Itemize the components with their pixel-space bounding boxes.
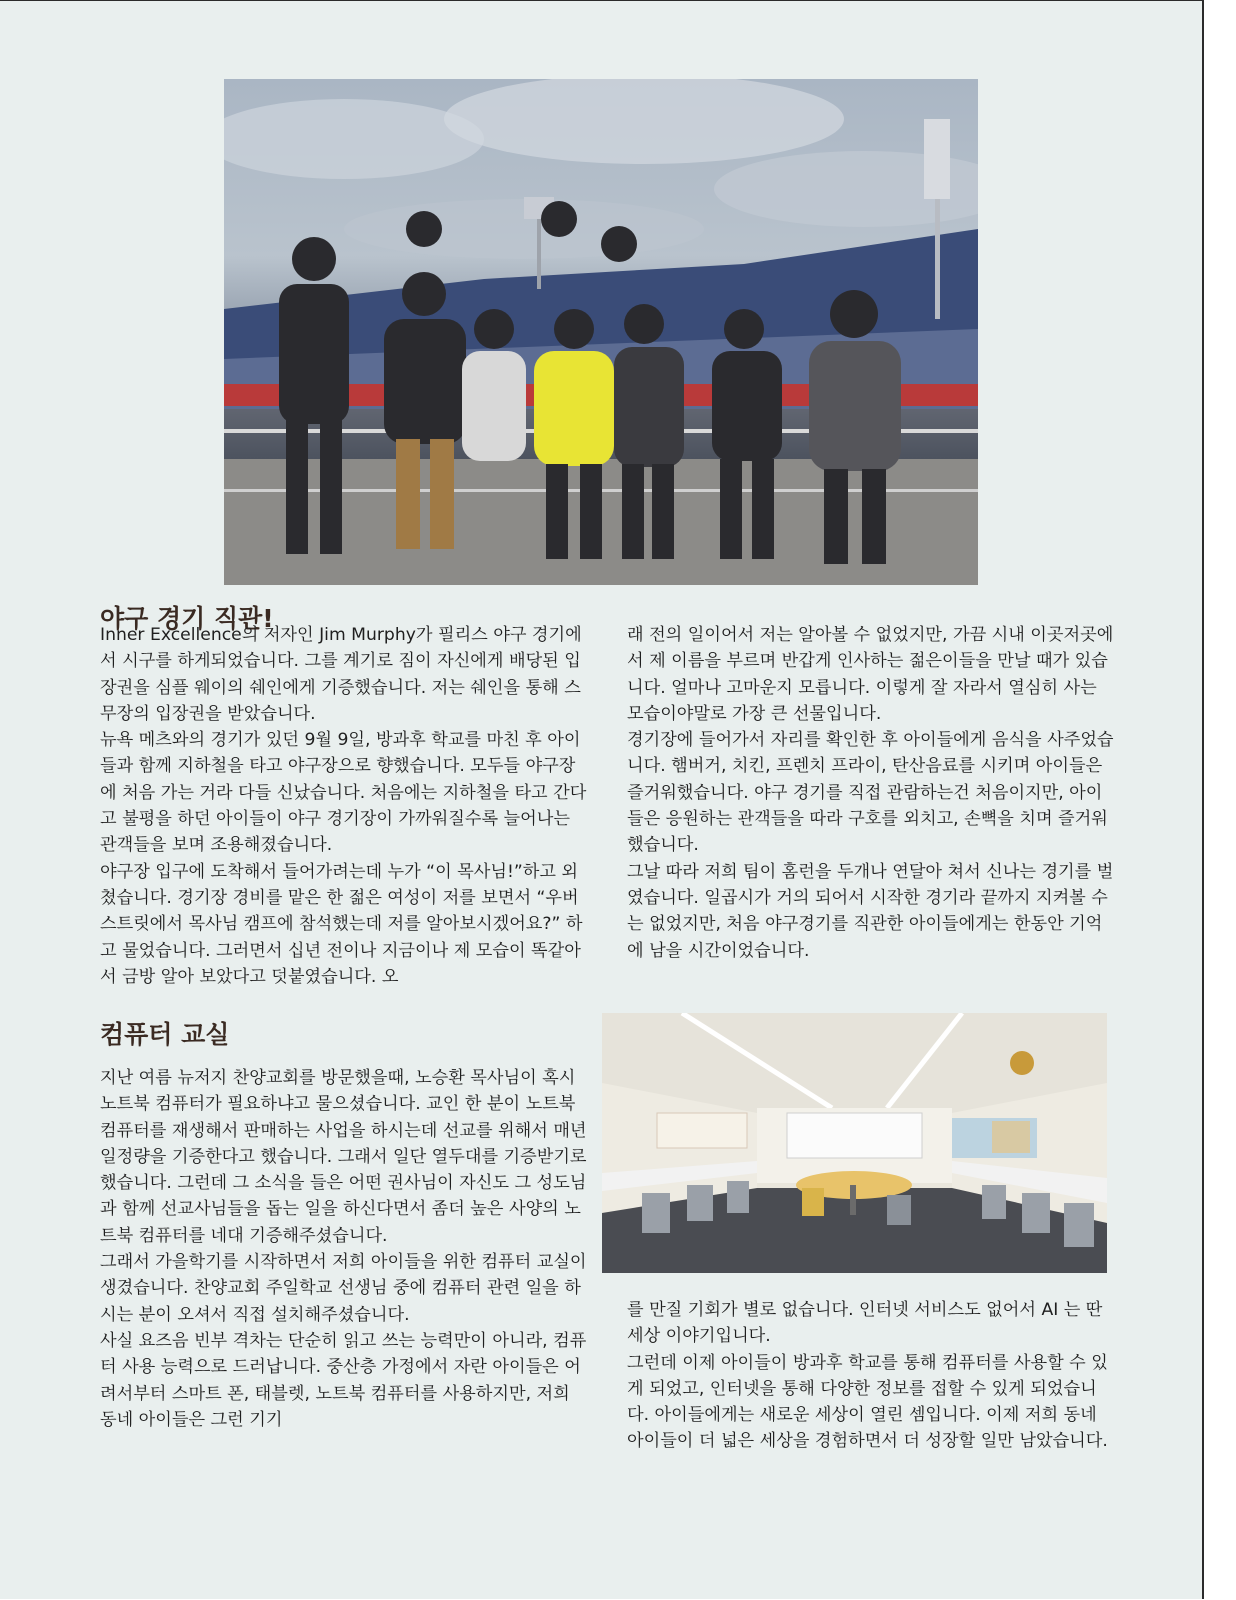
paragraph: 그래서 가을학기를 시작하면서 저희 아이들을 위한 컴퓨터 교실이 생겼습니다. 찬양교회 주일학교 선생님 중에 컴퓨터 관련 일을 하시는 분이 오셔서 직접 설치해주셨습니다. bbox=[100, 1252, 587, 1325]
paragraph: 뉴욕 메츠와의 경기가 있던 9월 9일, 방과후 학교를 마친 후 아이들과 함께 지하철을 타고 야구장으로 향했습니다. 모두들 야구장에 처음 가는 거라 다들 신났습니다. 처음에는 지하철을 타고 간다고 불평을 하던 아이들이 야구 경기장이 가까워질수록 늘어나는 관객들을 보며 조용해졌습니다. bbox=[100, 730, 587, 856]
baseball-group-photo bbox=[224, 79, 978, 585]
paragraph: 래 전의 일이어서 저는 알아볼 수 없었지만, 가끔 시내 이곳저곳에서 제 이름을 부르며 반갑게 인사하는 젊은이들을 만날 때가 있습니다. 얼마나 고마운지 모릅니다. 이렇게 잘 자라서 열심히 사는 모습이야말로 가장 큰 선물입니다. bbox=[627, 625, 1114, 724]
paragraph: 그런데 이제 아이들이 방과후 학교를 통해 컴퓨터를 사용할 수 있게 되었고, 인터넷을 통해 다양한 정보를 접할 수 있게 되었습니다. 아이들에게는 새로운 세상이 열린 셈입니다. 이제 저희 동네 아이들이 더 넓은 세상을 경험하면서 더 성장할 일만 남았습니다. bbox=[627, 1352, 1108, 1452]
computer-right-column bbox=[627, 1297, 1115, 1455]
baseball-right-column bbox=[627, 622, 1115, 964]
paragraph: 그날 따라 저희 팀이 홈런을 두개나 연달아 쳐서 신나는 경기를 벌였습니다. 일곱시가 거의 되어서 시작한 경기라 끝까지 지켜볼 수는 없었지만, 처음 야구경기를 직관한 아이들에게는 한동안 기억에 남을 시간이었습니다. bbox=[627, 861, 1114, 961]
baseball-left-column bbox=[100, 622, 588, 990]
baseball-section-title: 야구 경기 직관! bbox=[100, 604, 274, 633]
computer-section-title: 컴퓨터 교실 bbox=[100, 1020, 230, 1049]
paragraph: 경기장에 들어가서 자리를 확인한 후 아이들에게 음식을 사주었습니다. 햄버거, 치킨, 프렌치 프라이, 탄산음료를 시키며 아이들은 즐거워했습니다. 야구 경기를 직접 관람하는건 처음이지만, 아이들은 응원하는 관객들을 따라 구호를 외치고, 손뼉을 치며 즐거워했습니다. bbox=[627, 730, 1114, 856]
paragraph: 를 만질 기회가 별로 없습니다. 인터넷 서비스도 없어서 AI 는 딴세상 이야기입니다. bbox=[627, 1300, 1103, 1347]
paragraph: 야구장 입구에 도착해서 들어가려는데 누가 “이 목사님!”하고 외쳤습니다. 경기장 경비를 맡은 한 젊은 여성이 저를 보면서 “우버 스트릿에서 목사님 캠프에 참석했는데 저를 알아보시겠어요?” 하고 물었습니다. 그러면서 십년 전이나 지금이나 제 모습이 똑같아서 금방 알아 보았다고 덧붙였습니다. 오 bbox=[100, 861, 583, 987]
classroom-illustration bbox=[602, 1013, 1107, 1273]
paragraph: Inner Excellence의 저자인 Jim Murphy가 필리스 야구 경기에서 시구를 하게되었습니다. 그를 계기로 짐이 자신에게 배당된 입장권을 심플 웨이의 쉐인에게 기증했습니다. 저는 쉐인을 통해 스무장의 입장권을 받았습니다. bbox=[100, 625, 582, 724]
computer-left-column bbox=[100, 1065, 588, 1433]
paragraph: 지난 여름 뉴저지 찬양교회를 방문했을때, 노승환 목사님이 혹시 노트북 컴퓨터가 필요하냐고 물으셨습니다. 교인 한 분이 노트북 컴퓨터를 재생해서 판매하는 사업을 하시는데 선교를 위해서 매년 일정량을 기증한다고 했습니다. 그래서 일단 열두대를 기증받기로 했습니다. 그런데 그 소식을 들은 어떤 권사님이 자신도 그 성도님과 함께 선교사님들을 돕는 일을 하신다면서 좀더 높은 사양의 노트북 컴퓨터를 네대 기증해주셨습니다. bbox=[100, 1068, 587, 1246]
stadium-illustration bbox=[224, 79, 978, 585]
paragraph: 사실 요즈음 빈부 격차는 단순히 읽고 쓰는 능력만이 아니라, 컴퓨터 사용 능력으로 드러납니다. 중산층 가정에서 자란 아이들은 어려서부터 스마트 폰, 태블렛, 노트북 컴퓨터를 사용하지만, 저희 동네 아이들은 그런 기기 bbox=[100, 1330, 587, 1430]
computer-classroom-photo bbox=[602, 1013, 1107, 1273]
